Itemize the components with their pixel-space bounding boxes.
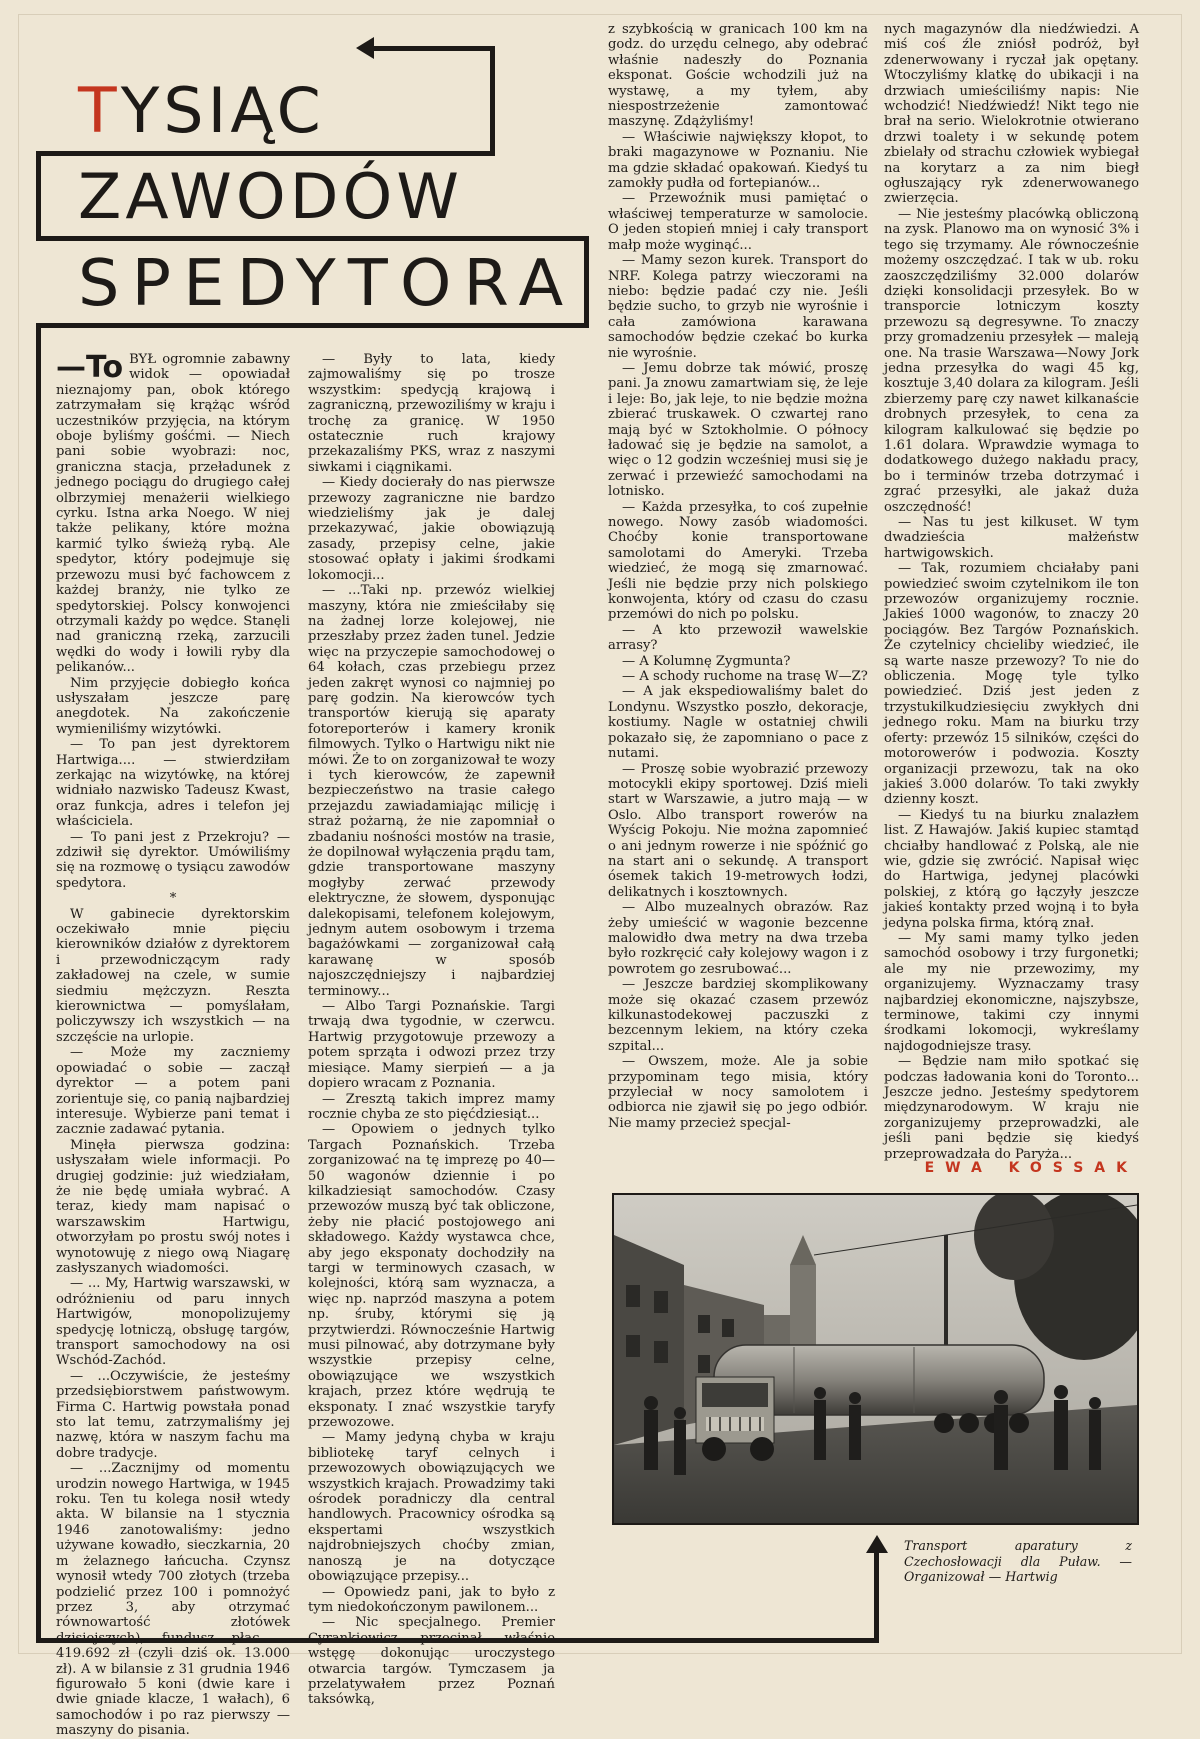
headline-line-2: ZAWODÓW [78, 160, 464, 233]
arrow-up-icon [866, 1535, 888, 1553]
frame-line-mid-top [36, 151, 495, 156]
paragraph: — To pan jest dyrektorem Hartwiga.... — stwierdziłam zerkając na wizytówkę, na której widniało nazwisko Tadeusz Kwast, oraz funkcja, adres i telefon jej właściciela. [56, 737, 290, 830]
lead-text: BYŁ ogromnie zabawny widok — opowiadał nieznajomy pan, obok którego zatrzymałam się krążąc wśród uczestników przyjęcia, na którym oboje byliśmy gośćmi. — Niech pani sobie wyobrazi: noc, graniczna stacja, przeładunek z jednego pociągu do drugiego całej olbrzymiej menażerii wielkiego cyrku. Istna arka Noego. W niej także pelikany, które można karmić tylko świeżą rybą. Ale spedytor, który podejmuje się przewozu musi być fachowcem z każdej branży, nie tylko ze spedytorskiej. Polscy konwojenci otrzymali każdy po wędce. Stanęli nad graniczną rzeką, zarzucili wędki do wody i łowili ryby dla pelikanów... [56, 352, 290, 676]
paragraph: — Owszem, może. Ale ja sobie przypominam tego misia, który przyleciał w nocy samolotem i odbiorca nie zjawił się po jego odbiór. Nie mamy przecież specjal- [608, 1054, 868, 1131]
paragraph: — Opowiem o jednych tylko Targach Poznańskich. Trzeba zorganizować na tę imprezę po 40—50 wagonów dziennie i po kilkadziesiąt samochodów. Czasy przewozów muszą być tak obliczone, żeby nie płacić postojowego ani składowego. Każdy wystawca chce, aby jego eksponaty dochodziły na targi w terminowych czasach, w kolejności, którą sam wyznacza, a więc np. naprzód maszyna a potem np. śruby, którymi się ją przytwierdzi. Równocześnie Hartwig musi pilnować, aby dotrzymane były wszystkie przepisy celne, obowiązujące we wszystkich krajach, przez które wędrują te eksponaty. I znać wszystkie taryfy przewozowe. [308, 1122, 555, 1431]
paragraph: z szybkością w granicach 100 km na godz. do urzędu celnego, aby odebrać właśnie nadeszły do Poznania eksponat. Goście wchodzili już na wystawę, a my tyłem, aby niespostrzeżenie zamontować maszynę. Zdążyliśmy! [608, 22, 868, 130]
paragraph: — Tak, rozumiem chciałaby pani powiedzieć swoim czytelnikom ile ton przewozów organizujemy rocznie. Jakieś 1000 wagonów, to znaczy 20 pociągów. Bez Targów Poznańskich. Że czytelnicy chcieliby wiedzieć, ile są warte nasze przewozy? To nie do obliczenia. Mogę tyle tylko powiedzieć. Dziś jest jeden z trzystukilkudziesięciu zwykłych dni jednego roku. Mam na biurku trzy oferty: przewóz 15 silników, części do motorowerów i podwozia. Koszty organizacji przewozu, tak na oko jakieś 3.000 dolarów. To taki zwykły dzienny koszt. [884, 561, 1139, 808]
frame-line-mid-bottom [36, 236, 589, 241]
transport-photo [612, 1193, 1139, 1525]
article-column-2 [308, 352, 555, 1708]
paragraph: — A schody ruchome na trasę W—Z? [622, 669, 868, 685]
frame-line-right-lower [584, 236, 589, 328]
paragraph: — Mamy sezon kurek. Transport do NRF. Kolega patrzy wieczorami na niebo: będzie padać czy nie. Jeśli będzie sucho, to grzyb nie wyrośnie i cała zamówiona karawana samochodów będzie czekać bo kurka nie wyrośnie. [608, 253, 868, 361]
frame-line-up-to-photo [874, 1550, 879, 1643]
photo-illustration [614, 1195, 1137, 1523]
headline-line-1-rest: YSIĄC [120, 74, 325, 147]
paragraph: — Przewoźnik musi pamiętać o właściwej temperaturze w samolocie. O jeden stopień mniej i cały transport małp może wyginąć... [608, 191, 868, 253]
paragraph: — Albo Targi Poznańskie. Targi trwają dwa tygodnie, w czerwcu. Hartwig przygotowuje przewozy a potem sprząta i odwozi przez trzy miesiące. Mamy sierpień — a ja dopiero wracam z Poznania. [308, 999, 555, 1092]
paragraph: — ...Oczywiście, że jesteśmy przedsiębiorstwem państwowym. Firma C. Hartwig powstała ponad sto lat temu, zatrzymaliśmy jej nazwę, która w naszym fachu ma dobre tradycje. [56, 1368, 290, 1461]
paragraph: — Jeszcze bardziej skomplikowany może się okazać czasem przewóz kilkunastodekowej paczuszki z bezcennym lekiem, na który czeka szpital... [608, 977, 868, 1054]
frame-line-bottom [36, 323, 589, 328]
headline-line-3: SPEDYTORA [78, 247, 576, 321]
photo-caption: Transport aparatury z Czechosłowacji dla Puław. — Organizował — Hartwig [904, 1538, 1132, 1584]
headline-line-1 [78, 74, 325, 147]
headline-initial: T [78, 74, 121, 147]
paragraph: — Zresztą takich imprez mamy rocznie chyba ze sto pięćdziesiąt... [308, 1091, 555, 1122]
paragraph: — Każda przesyłka, to coś zupełnie nowego. Nowy zasób wiadomości. Choćby konie transportowane samolotami do Ameryki. Trzeba wiedzieć, że mogą się zmarnować. Jeśli nie będzie przy nich polskiego konwojenta, który od czasu do czasu przemówi do nich po polsku. [608, 499, 868, 623]
frame-line-left-long [36, 323, 41, 1643]
paragraph: W gabinecie dyrektorskim oczekiwało mnie pięciu kierowników działów z dyrektorem i przewodniczącym rady zakładowej na czele, w sumie siedmiu mężczyzn. Reszta kierownictwa — pomyślałam, policzywszy ich wszystkich — na szczęście na urlopie. [56, 906, 290, 1045]
paragraph: Minęła pierwsza godzina: usłyszałam wiele informacji. Po drugiej godzinie: już wiedziałam, że nie będę umiała wybrać. A teraz, kiedy mam napisać o warszawskim Hartwigu, otworzyłam po prostu swój notes i wynotowuję z niego ową Niagarę zasłyszanych wiadomości. [56, 1137, 290, 1276]
paragraph: — ...Zacznijmy od momentu urodzin nowego Hartwiga, w 1945 roku. Ten tu kolega nosił wtedy akta. W bilansie na 1 stycznia 1946 zanotowaliśmy: jedno używane kowadło, sieczkarnia, 20 m żelaznego łańcucha. Czynsz wynosił wtedy 700 złotych (trzeba podzielić przez 100 i pomnożyć przez 3, aby otrzymać równowartość złotówek dzisiejszych), fundusz płac — 419.692 zł (czyli dziś ok. 13.000 zł). A w bilansie z 31 grudnia 1946 figurowało 5 koni (dwie kare i dwie gniade klacze, 1 wałach), 6 samochodów i po raz pierwszy — maszyny do pisania. [56, 1461, 290, 1739]
paragraph: — Były to lata, kiedy zajmowaliśmy się po trosze wszystkim: spedycją krajową i zagraniczną, przewoziliśmy w kraju i trochę za granicę. W 1950 ostatecznie ruch krajowy przekazaliśmy PKS, wraz z naszymi siwkami i ciągnikami. [308, 352, 555, 475]
article-column-3 [608, 22, 868, 1131]
paragraph: — ... My, Hartwig warszawski, w odróżnieniu od paru innych Hartwigów, monopolizujemy spedycję lotniczą, obsługę targów, transport samochodowy na osi Wschód-Zachód. [56, 1276, 290, 1369]
section-separator: * [169, 891, 177, 907]
paragraph: Nim przyjęcie dobiegło końca usłyszałam jeszcze parę anegdotek. Na zakończenie wymieniliśmy wizytówki. [56, 675, 290, 737]
paragraph: — Nie jesteśmy placówką obliczoną na zysk. Planowo ma on wynosić 3% i tego się trzymamy. Ale równocześnie możemy oszczędzać. I tak w ub. roku zaoszczędziliśmy 32.000 dolarów dzięki konsolidacji przesyłek. Bo w transporcie lotniczym koszty przewozu są degresywne. To znaczy przy gromadzeniu przesyłek — maleją one. Na trasie Warszawa—Nowy Jork jedna przesyłka do wagi 45 kg, kosztuje 3,40 dolara za kilogram. Jeśli zbierzemy parę czy nawet kilkanaście drobnych przesyłek, to cena za kilogram kalkulować się będzie po 1.61 dolara. Wprawdzie wymaga to dodatkowego dużego nakładu pracy, bo i terminów trzeba dotrzymać i zgrać przesyłki, ale jakaż duża oszczędność! [884, 206, 1139, 515]
arrow-left-icon [356, 37, 374, 59]
paragraph: — Będzie nam miło spotkać się podczas ładowania koni do Toronto... Jeszcze jedno. Jesteśmy spedytorem międzynarodowym. W kraju nie zorganizujemy przeprowadzki, ale jeśli pani będzie się kiedyś przeprowadzała do Paryża... [884, 1054, 1139, 1162]
paragraph: — A Kolumnę Zygmunta? [622, 653, 791, 669]
paragraph: — Może my zaczniemy opowiadać o sobie — zaczął dyrektor — a potem pani zorientuje się, co panią najbardziej interesuje. Wybierze pani temat i zacznie zadawać pytania. [56, 1045, 290, 1138]
paragraph: — Kiedy docierały do nas pierwsze przewozy zagraniczne nie bardzo wiedzieliśmy jak je dalej przekazywać, jakie obowiązują zasady, przepisy celne, jakie stosować opłaty i jakimi środkami lokomocji... [308, 475, 555, 583]
paragraph: — Proszę sobie wyobrazić przewozy motocykli ekipy sportowej. Dziś mieli start w Warszawie, a jutro mają — w Oslo. Albo transport rowerów na Wyścig Pokoju. Nie można zapomnieć o ani jednym rowerze i nie spóźnić go na start ani o sekundę. A transport ósemek takich 19-metrowych łodzi, delikatnych i kosztownych. [608, 761, 868, 900]
paragraph: nych magazynów dla niedźwiedzi. A miś coś źle zniósł podróż, był zdenerwowany i ryczał jak opętany. Wtoczyliśmy klatkę do ubikacji i na drzwiach umieściliśmy napis: Nie wchodzić! Niedźwiedź! Nikt tego nie brał na serio. Wielokrotnie otwierano drzwi toalety i w sekundę potem zbielały od strachu człowiek wybiegał na korytarz a za nim biegł ogłuszający ryk zdenerwowanego zwierzęcia. [884, 22, 1139, 207]
paragraph: — ...Taki np. przewóz wielkiej maszyny, która nie zmieściłaby się na żadnej lorze kolejowej, nie przeszłaby przez żaden tunel. Jedzie więc na przyczepie samochodowej o 64 kołach, czas przebiegu przez jeden zakręt wynosi co najmniej po parę godzin. Na kierowców tych transportów kierują się aparaty fotoreporterów i kamery kronik filmowych. Tylko o Hartwigu nikt nie mówi. Że to on zorganizował te wozy i tych kierowców, że zapewnił bezpieczeństwo na trasie całego przejazdu zawiadamiając milicję i straż pożarną, że nie zapomniał o zbadaniu nośności mostów na trasie, że dopilnował wyłączenia prądu tam, gdzie transportowane maszyny mogłyby zerwać przewody elektryczne, że słowem, dysponując dalekopisami, telefonem kolejowym, jednym autem osobowym i trzema bagażówkami — zorganizował całą karawanę w sposób najoszczędniejszy i najbardziej terminowy... [308, 583, 555, 999]
frame-line-right-upper [490, 46, 495, 156]
paragraph: — Nas tu jest kilkuset. W tym dwadzieścia małżeństw hartwigowskich. [884, 515, 1139, 561]
paragraph: — To pani jest z Przekroju? — zdziwił się dyrektor. Umówiliśmy się na rozmowę o tysiącu zawodów spedytora. [56, 829, 290, 891]
author-byline: EWA KOSSAK [924, 1160, 1138, 1176]
article-column-4 [884, 22, 1139, 1162]
paragraph: — Opowiedz pani, jak to było z tym niedokończonym pawilonem... [308, 1584, 555, 1615]
paragraph: — Kiedyś tu na biurku znalazłem list. Z Hawajów. Jakiś kupiec stamtąd chciałby handlować z Polską, ale nie wie, gdzie się zwrócić. Napisał więc do Hartwiga, jedynej placówki polskiej, z którą go łączyły jeszcze jakieś kontakty przed wojną i to była jedyna polska firma, którą znał. [884, 807, 1139, 931]
frame-line-left-mid [36, 151, 41, 241]
paragraph: — A jak ekspediowaliśmy balet do Londynu. Wszystko poszło, dekoracje, kostiumy. Nagle w ostatniej chwili pokazało się, że zapomniano o pace z nutami. [608, 684, 868, 762]
paragraph: — My sami mamy tylko jeden samochód osobowy i trzy furgonetki; ale my nie przewozimy, my organizujemy. Wyznaczamy trasy najbardziej ekonomiczne, najszybsze, terminowe, takimi czy innymi środkami lokomocji, wykreślamy najdogodniejsze trasy. [884, 930, 1139, 1054]
paragraph: — Albo muzealnych obrazów. Raz żeby umieścić w wagonie bezcenne malowidło dwa metry na dwa trzeba było rozkręcić cały kolejowy wagon i z powrotem go zesrubować... [608, 900, 868, 977]
paragraph: — Nic specjalnego. Premier Cyrankiewicz przecinał właśnie wstęgę dokonując uroczystego otwarcia targów. Tymczasem ja przelatywałem przez Poznań taksówką, [308, 1615, 555, 1708]
paragraph: — A kto przewoził wawelskie arrasy? [608, 622, 868, 654]
drop-cap: —To [56, 350, 124, 385]
frame-line-top [370, 46, 495, 51]
paragraph: — Właściwie największy kłopot, to braki magazynowe w Poznaniu. Nie ma gdzie składać opakowań. Kiedyś tu zamokły pudła od fortepianów... [608, 129, 868, 192]
paragraph: — Jemu dobrze tak mówić, proszę pani. Ja znowu zamartwiam się, że leje i leje: Bo, jak leje, to nie będzie można zbierać truskawek. O czwartej rano mają być w Sztokholmie. O północy ładować się je będzie na samolot, a więc o 12 godzin wcześniej musi się je zerwać i przewieźć samochodami na lotnisko. [608, 360, 868, 500]
article-column-1 [56, 352, 290, 1739]
paragraph: — Mamy jedyną chyba w kraju bibliotekę taryf celnych i przewozowych obowiązujących we wszystkich krajach. Prowadzimy taki ośrodek poradniczy dla central handlowych. Pracownicy ośrodka są ekspertami wszystkich najdrobniejszych choćby zmian, nanoszą je na dotyczące obowiązujące przepisy... [308, 1430, 555, 1585]
lead-paragraph [56, 352, 290, 676]
